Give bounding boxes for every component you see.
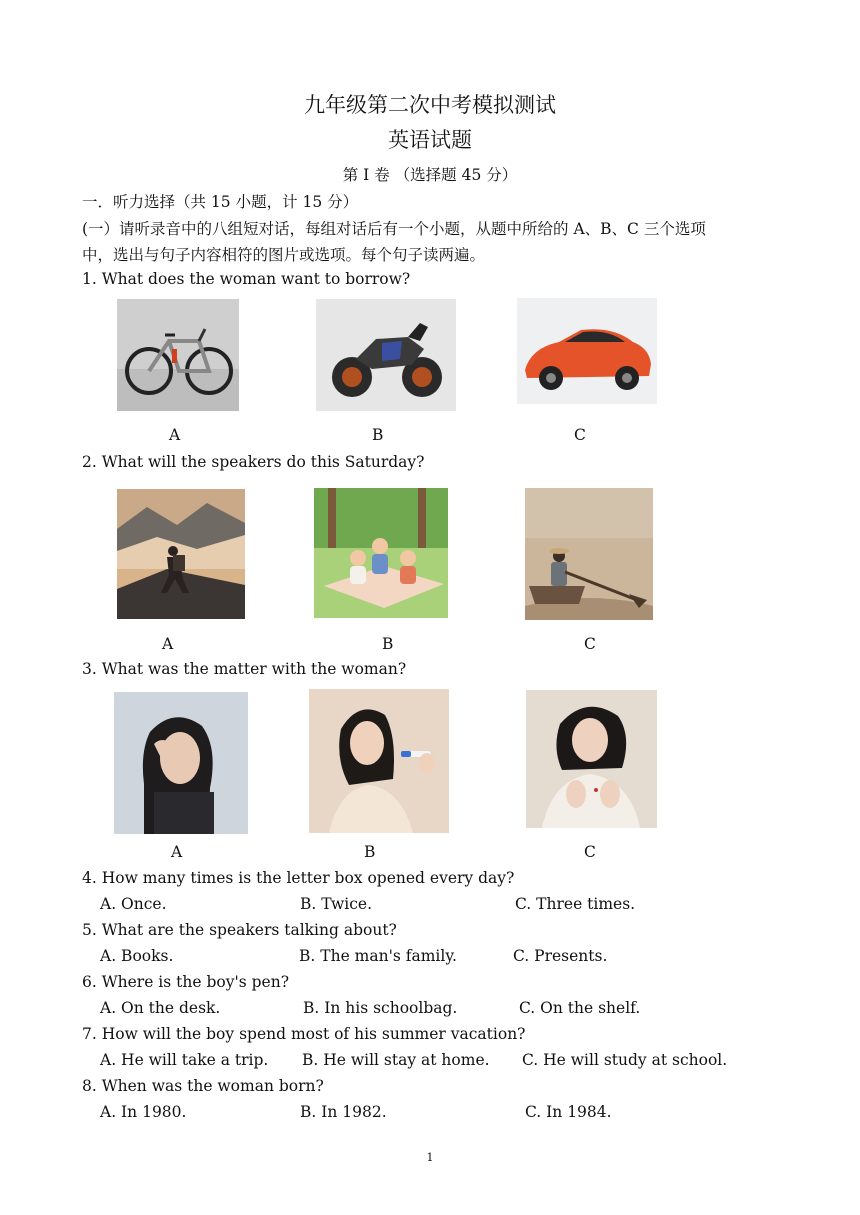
q5-option-c: C. Presents. [513,947,608,965]
q6-option-b: B. In his schoolbag. [303,999,458,1017]
instructions-line-2: 中，选出与句子内容相符的图片或选项。每个句子读两遍。 [82,246,486,264]
q1-label-a: A [169,426,181,444]
exam-title: 九年级第二次中考模拟测试 [304,93,556,117]
q8-option-c: C. In 1984. [525,1103,612,1121]
car-image [517,298,657,404]
instructions-line-1: (一）请听录音中的八组短对话，每组对话后有一个小题，从题中所给的 A、B、C 三个选项 [82,220,706,238]
question-8: 8. When was the woman born? [82,1077,324,1095]
question-1: 1. What does the woman want to borrow? [82,270,411,288]
q8-option-b: B. In 1982. [300,1103,387,1121]
hiking-image [117,489,245,619]
q4-option-b: B. Twice. [300,895,373,913]
question-4: 4. How many times is the letter box opened every day? [82,869,515,887]
q4-option-a: A. Once. [100,895,167,913]
q3-label-c: C [584,843,596,861]
q2-label-c: C [584,635,596,653]
question-5: 5. What are the speakers talking about? [82,921,397,939]
q7-option-b: B. He will stay at home. [302,1051,490,1069]
headache-woman-image [114,692,248,834]
question-6: 6. Where is the boy's pen? [82,973,290,991]
page-number: 1 [426,1151,434,1164]
q1-label-b: B [372,426,384,444]
q6-option-c: C. On the shelf. [519,999,641,1017]
q7-option-c: C. He will study at school. [522,1051,728,1069]
question-7: 7. How will the boy spend most of his summer vacation? [82,1025,526,1043]
q4-option-c: C. Three times. [515,895,636,913]
q3-label-a: A [171,843,183,861]
q5-option-a: A. Books. [100,947,174,965]
q1-label-c: C [574,426,586,444]
q8-option-a: A. In 1980. [100,1103,187,1121]
q3-label-b: B [364,843,376,861]
q7-option-a: A. He will take a trip. [100,1051,269,1069]
motorcycle-image [316,299,456,411]
bicycle-image [117,299,239,411]
section-heading: 一．听力选择（共 15 小题，计 15 分） [82,193,359,211]
part-heading: 第 I 卷 （选择题 45 分） [342,166,518,184]
question-3: 3. What was the matter with the woman? [82,660,407,678]
q5-option-b: B. The man's family. [299,947,457,965]
finger-injury-woman-image [526,690,657,828]
q2-label-a: A [162,635,174,653]
picnic-image [314,488,448,618]
q6-option-a: A. On the desk. [100,999,221,1017]
thermometer-woman-image [309,689,449,833]
exam-subtitle: 英语试题 [388,128,472,152]
question-2: 2. What will the speakers do this Saturday? [82,453,425,471]
q2-label-b: B [382,635,394,653]
boating-image [525,488,653,620]
